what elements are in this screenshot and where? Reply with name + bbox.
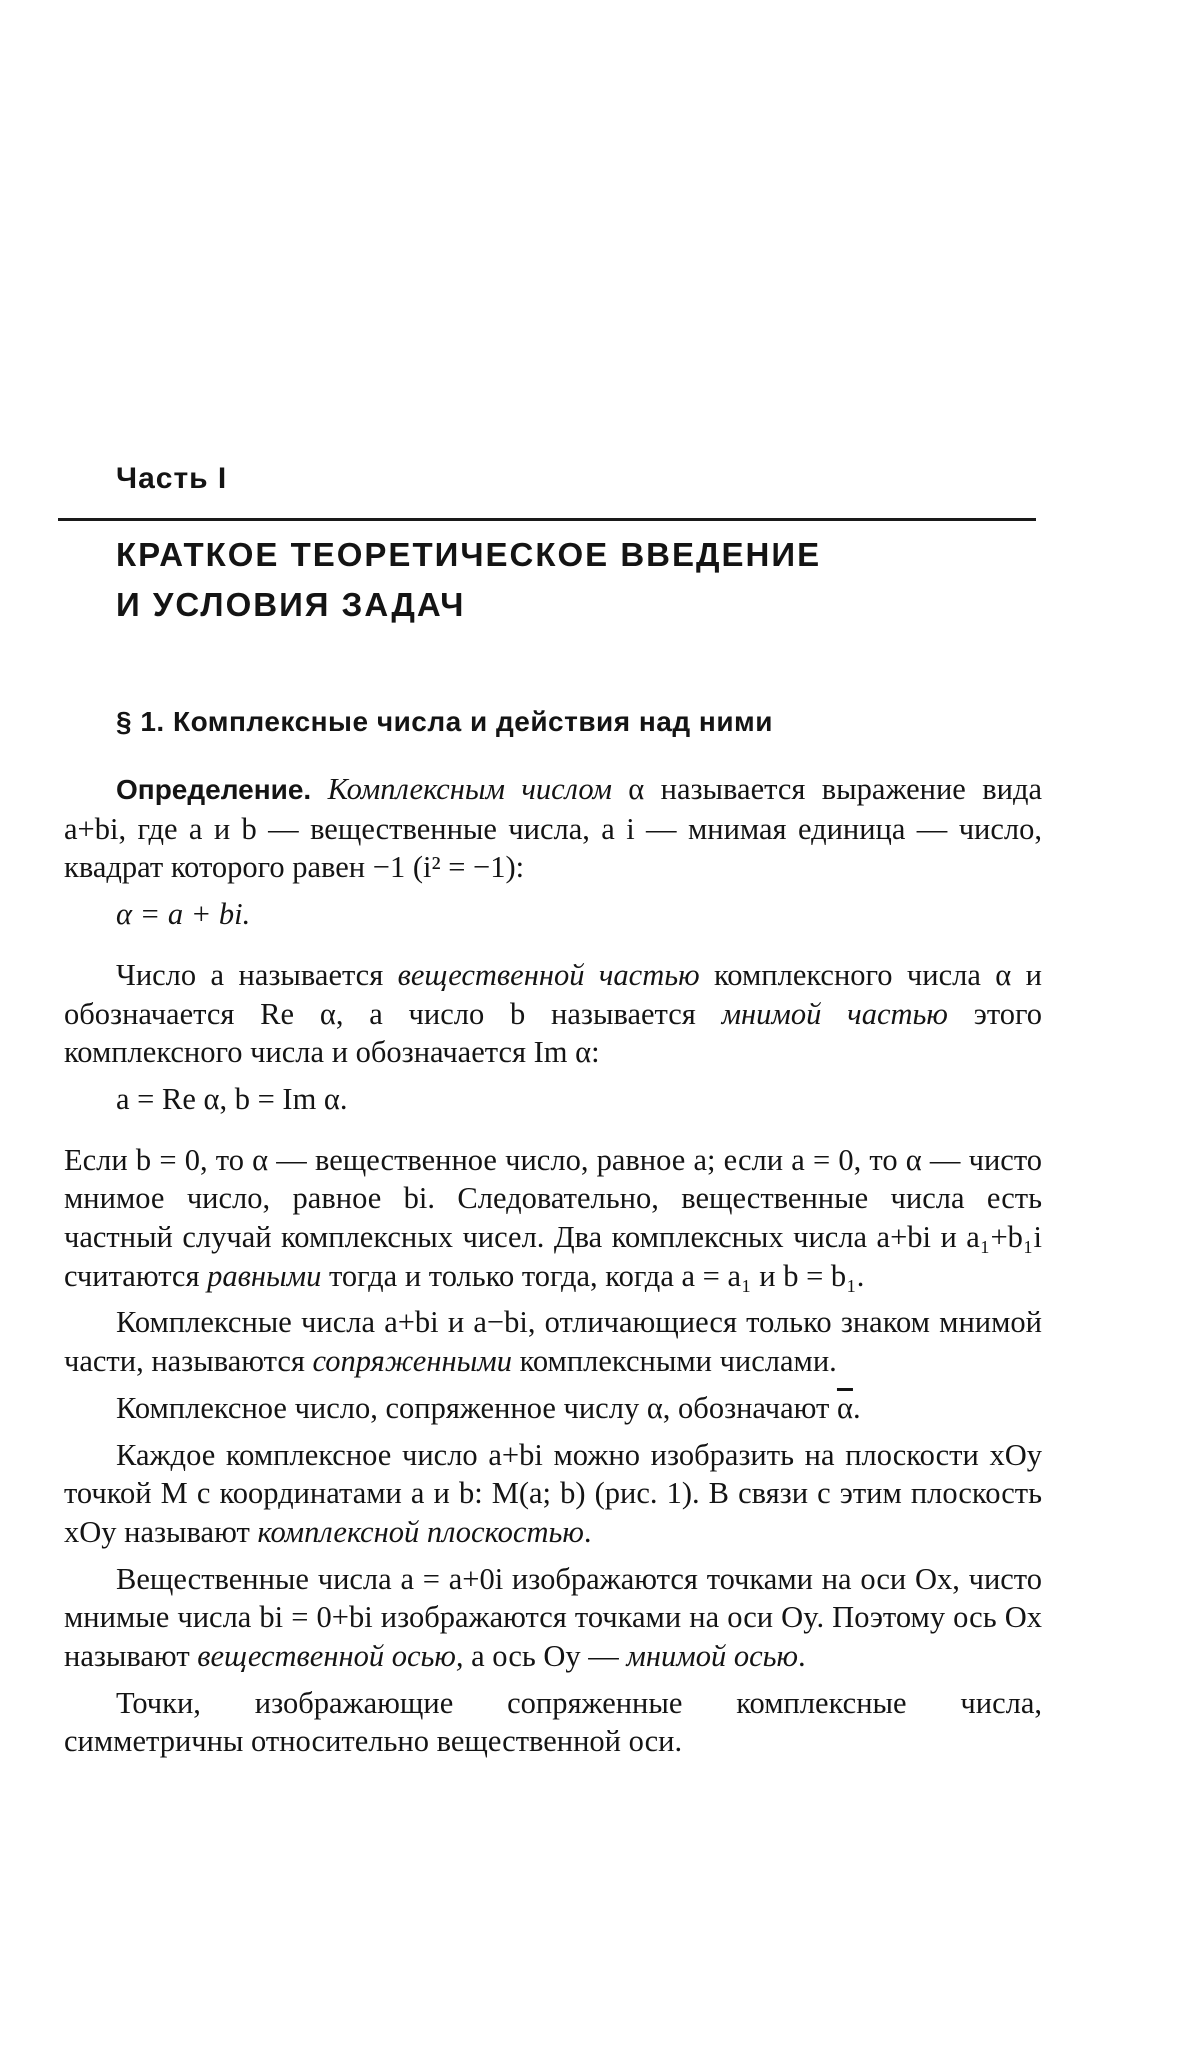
paragraph-1-text-c: этого комплексного числа и обозначается Im α:: [64, 996, 1042, 1070]
paragraph-3-text-a: Комплексные числа a+bi и a−bi, отличающиеся только знаком мнимой части, называются: [64, 1305, 1042, 1379]
paragraph-5-text-b: .: [583, 1514, 592, 1549]
definition-text: α называется выражение вида a+bi, где a и b — вещественные числа, а i — мнимая единица — число, квадрат которого равен −1 (i² = −1):: [64, 772, 1042, 885]
formula-1: α = a + bi.: [116, 897, 251, 932]
paragraph-5: [64, 1436, 1042, 1552]
paragraph-1-text-a: Число a называется: [116, 957, 398, 992]
paragraph-1-emphasis-a: вещественной частью: [397, 957, 700, 992]
paragraph-1-emphasis-b: мнимой частью: [721, 996, 948, 1031]
definition-paragraph: [64, 770, 1042, 887]
paragraph-6-emphasis-b: мнимой осью: [626, 1639, 799, 1674]
paragraph-7: Точки, изображающие сопряженные комплексные числа, симметричны относительно вещественной оси.: [64, 1685, 1042, 1759]
body-text: [64, 770, 1042, 1769]
section-title: § 1. Комплексные числа и действия над ними: [116, 706, 773, 737]
conjugate-symbol: $\overline{\alpha}$: [836, 1390, 853, 1425]
paragraph-1-text-b: комплексного числа α и обозначается Re α, а число b называется: [64, 957, 1043, 1031]
definition-term: Комплексным числом: [327, 772, 612, 806]
paragraph-5-emphasis-a: комплексной плоскостью: [257, 1514, 584, 1549]
paragraph-6: [64, 1560, 1042, 1676]
formula-2: a = Re α, b = Im α.: [116, 1081, 348, 1116]
paragraph-2-text-a: Если b = 0, то α — вещественное число, равное a; если a = 0, то α — чисто мнимое число, равное bi. Следовательно, вещественные числа есть частный случай комплексных чисел. Два комплексных числа a+bi и a₁+b₁i считаются: [64, 1142, 1042, 1293]
paragraph-3: [64, 1303, 1042, 1380]
paragraph-6-text-c: .: [798, 1639, 806, 1674]
paragraph-3-emphasis-a: сопряженными: [312, 1344, 512, 1379]
chapter-title-line-2: И УСЛОВИЯ ЗАДАЧ: [116, 586, 466, 623]
paragraph-2: [64, 1141, 1042, 1296]
definition-label: Определение.: [116, 774, 312, 805]
paragraph-6-emphasis-a: вещественной осью,: [197, 1639, 464, 1674]
paragraph-2-emphasis-a: равными: [207, 1258, 322, 1293]
paragraph-1: [64, 956, 1042, 1072]
paragraph-3-text-b: комплексными числами.: [511, 1344, 837, 1379]
horizontal-rule: [58, 518, 1036, 521]
paragraph-4-text-b: .: [852, 1390, 861, 1425]
paragraph-5-text-a: Каждое комплексное число a+bi можно изобразить на плоскости xOy точкой M с координатами a и b: M(a; b) (рис. 1). В связи с этим плоскость xOy называют: [64, 1437, 1042, 1549]
paragraph-4-text-a: Комплексное число, сопряженное числу α, обозначают: [116, 1390, 837, 1425]
paragraph-2-text-b: тогда и только тогда, когда a = a₁ и b = b₁.: [321, 1258, 865, 1293]
paragraph-6-text-b: а ось Oy —: [463, 1639, 627, 1674]
part-label: Часть I: [116, 462, 228, 495]
paragraph-4: [64, 1389, 1042, 1428]
paragraph-6-text-a: Вещественные числа a = a+0i изображаются точками на оси Ox, чисто мнимые числа bi = 0+bi изображаются точками на оси Oy. Поэтому ось Ox называют: [64, 1561, 1042, 1674]
chapter-title-line-1: КРАТКОЕ ТЕОРЕТИЧЕСКОЕ ВВЕДЕНИЕ: [116, 536, 822, 573]
chapter-title: [116, 530, 1016, 630]
